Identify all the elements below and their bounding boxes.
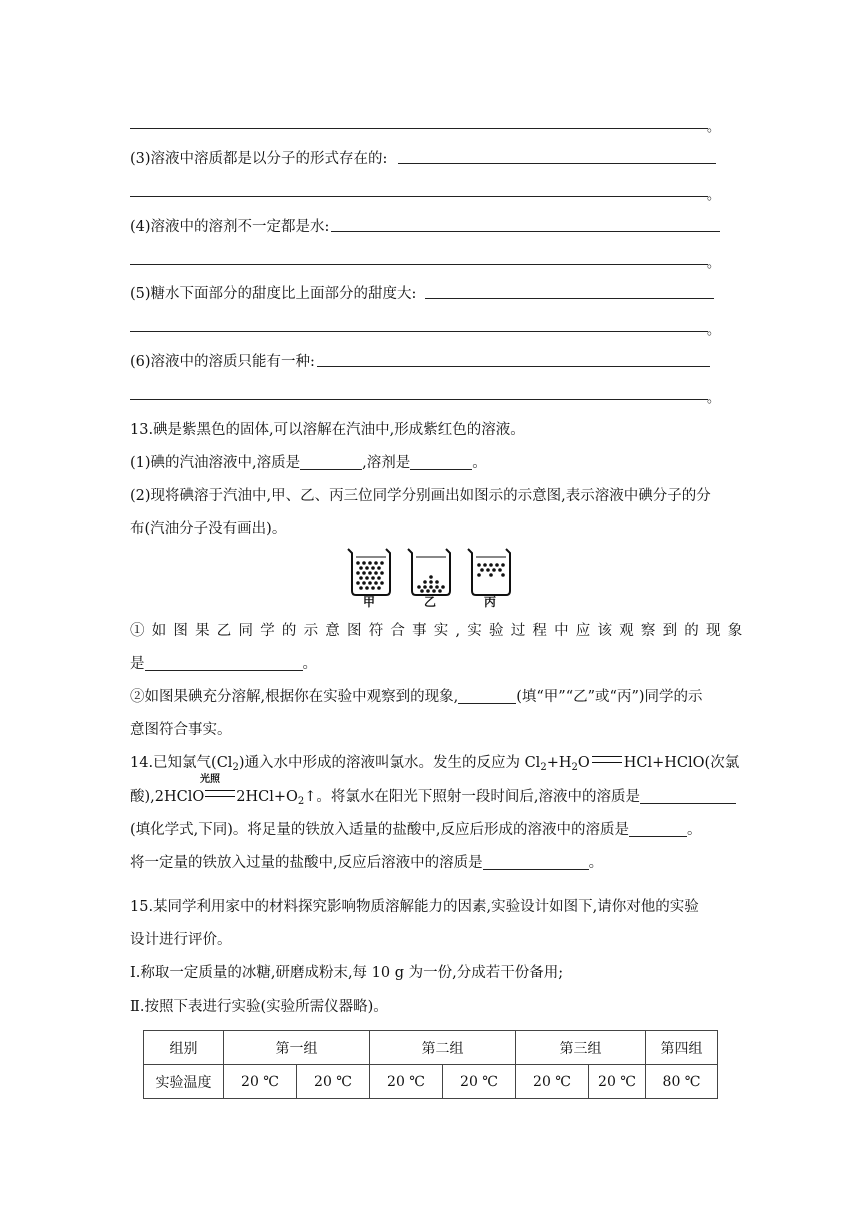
table-cell: 20 ℃ [297,1065,370,1099]
blank-student[interactable] [458,689,516,704]
reaction-equals-sign [592,756,622,763]
q13-part1 [130,451,487,472]
beaker-jia [348,549,390,595]
q13-sub2-text-b: (填“甲”“乙”或“丙”)同学的示 [516,689,703,705]
q14-text: ↑。将氯水在阳光下照射一段时间后,溶液中的溶质是 [304,789,641,805]
q13-sub2-line2: 意图符合事实。 [130,722,232,738]
answer-line[interactable] [130,196,708,197]
blank-solute[interactable] [300,455,362,470]
subscript: 2 [297,796,305,807]
q12-part3-label: (3)溶液中溶质都是以分子的形式存在的: [130,151,388,167]
q14-line4 [130,851,603,872]
reaction-condition: 光照 [200,774,220,785]
q13-part1-text-a: (1)碘的汽油溶液中,溶质是 [130,455,301,471]
period: 。 [707,120,721,135]
period: 。 [707,188,721,203]
subscript: 2 [232,762,239,773]
q14-text: 。 [687,822,702,838]
q13-part2-line2: 布(汽油分子没有画出)。 [130,521,287,537]
blank-solute-iron-excess-acid[interactable] [483,855,589,870]
figure-label-jia: 甲 [363,595,376,609]
period: 。 [707,256,721,271]
figure-label-yi: 乙 [424,595,437,609]
table-row [144,1065,718,1099]
q14-text: O [577,755,590,771]
answer-line[interactable] [130,399,708,400]
table-header-cell: 第一组 [224,1031,370,1065]
table-cell: 20 ℃ [224,1065,297,1099]
q13-sub2-text-a: ②如图果碘充分溶解,根据你在实验中观察到的现象, [130,689,459,705]
q15-step2: Ⅱ.按照下表进行实验(实验所需仪器略)。 [130,999,388,1015]
q13-part1-text-c: 。 [472,455,487,471]
q13-sub1-line1: ①如图果乙同学的示意图符合事实,实验过程中应该观察到的现象 [130,623,750,639]
table-header-cell: 组别 [144,1031,224,1065]
table-cell: 20 ℃ [516,1065,589,1099]
q14-text: (填化学式,下同)。将足量的铁放入适量的盐酸中,反应后形成的溶液中的溶质是 [130,822,630,838]
table-header-cell: 第二组 [370,1031,516,1065]
q15-line1: 15.某同学利用家中的材料探究影响物质溶解能力的因素,实验设计如图下,请你对他的实验 [130,899,699,915]
answer-line[interactable] [130,331,708,332]
q13-stem: 13.碘是紫黑色的固体,可以溶解在汽油中,形成紫红色的溶液。 [130,422,525,438]
answer-line[interactable] [425,298,714,299]
answer-line[interactable] [398,163,716,164]
q14-line1 [130,751,739,773]
q13-sub1-end: 。 [302,656,317,672]
period: 。 [707,323,721,338]
answer-line[interactable] [130,264,708,265]
subscript: 2 [571,762,578,773]
table-cell: 20 ℃ [589,1065,646,1099]
table-cell: 80 ℃ [646,1065,718,1099]
table-header-cell: 第三组 [516,1031,646,1065]
table-header-cell: 第四组 [646,1031,718,1065]
q14-text: )通入水中形成的溶液叫氯水。发生的反应为 Cl [238,755,541,771]
q14-text: HCl+HClO(次氯 [623,755,740,771]
q12-part6-label: (6)溶液中的溶质只能有一种: [130,354,315,370]
table-cell: 实验温度 [144,1065,224,1099]
blank-solute-chlorine-water[interactable] [640,789,736,804]
answer-line[interactable] [317,366,710,367]
q15-step1: Ⅰ.称取一定质量的冰糖,研磨成粉末,每 10 g 为一份,分成若干份备用; [130,965,564,981]
q12-part5-label: (5)糖水下面部分的甜度比上面部分的甜度大: [130,286,417,302]
reaction-equals-sign [205,790,235,797]
q13-sub1-text: 是 [130,656,145,672]
experiment-table [143,1030,718,1099]
q13-sub2-line1 [130,685,703,706]
blank-solute-iron-sufficient[interactable] [629,822,687,837]
q14-text: 酸),2HClO [130,789,205,805]
blank-solvent[interactable] [410,455,472,470]
q14-text: 2HCl+O [236,789,298,805]
answer-line[interactable] [130,128,708,129]
q14-text: 14.已知氯气(Cl [130,755,233,771]
period: 。 [707,391,721,406]
q14-text: +H [546,755,572,771]
q13-part1-text-b: ,溶剂是 [362,455,411,471]
q14-text: 将一定量的铁放入过量的盐酸中,反应后溶液中的溶质是 [130,855,483,871]
answer-line[interactable] [331,231,720,232]
beaker-yi [408,549,450,595]
q14-text: 。 [588,855,604,871]
q15-line2: 设计进行评价。 [130,932,232,948]
figure-label-bing: 丙 [484,595,497,609]
table-cell: 20 ℃ [370,1065,443,1099]
q14-line3 [130,818,702,839]
beaker-bing [468,549,510,595]
q14-line2 [130,785,736,807]
q13-sub1-line2 [130,652,317,673]
q13-part2-line1: (2)现将碘溶于汽油中,甲、乙、丙三位同学分别画出如图示的示意图,表示溶液中碘分子的分 [130,488,711,504]
q12-part4-label: (4)溶液中的溶剂不一定都是水: [130,219,330,235]
table-row [144,1031,718,1065]
blank-phenomenon[interactable] [145,656,303,671]
subscript: 2 [540,762,547,773]
table-cell: 20 ℃ [443,1065,516,1099]
